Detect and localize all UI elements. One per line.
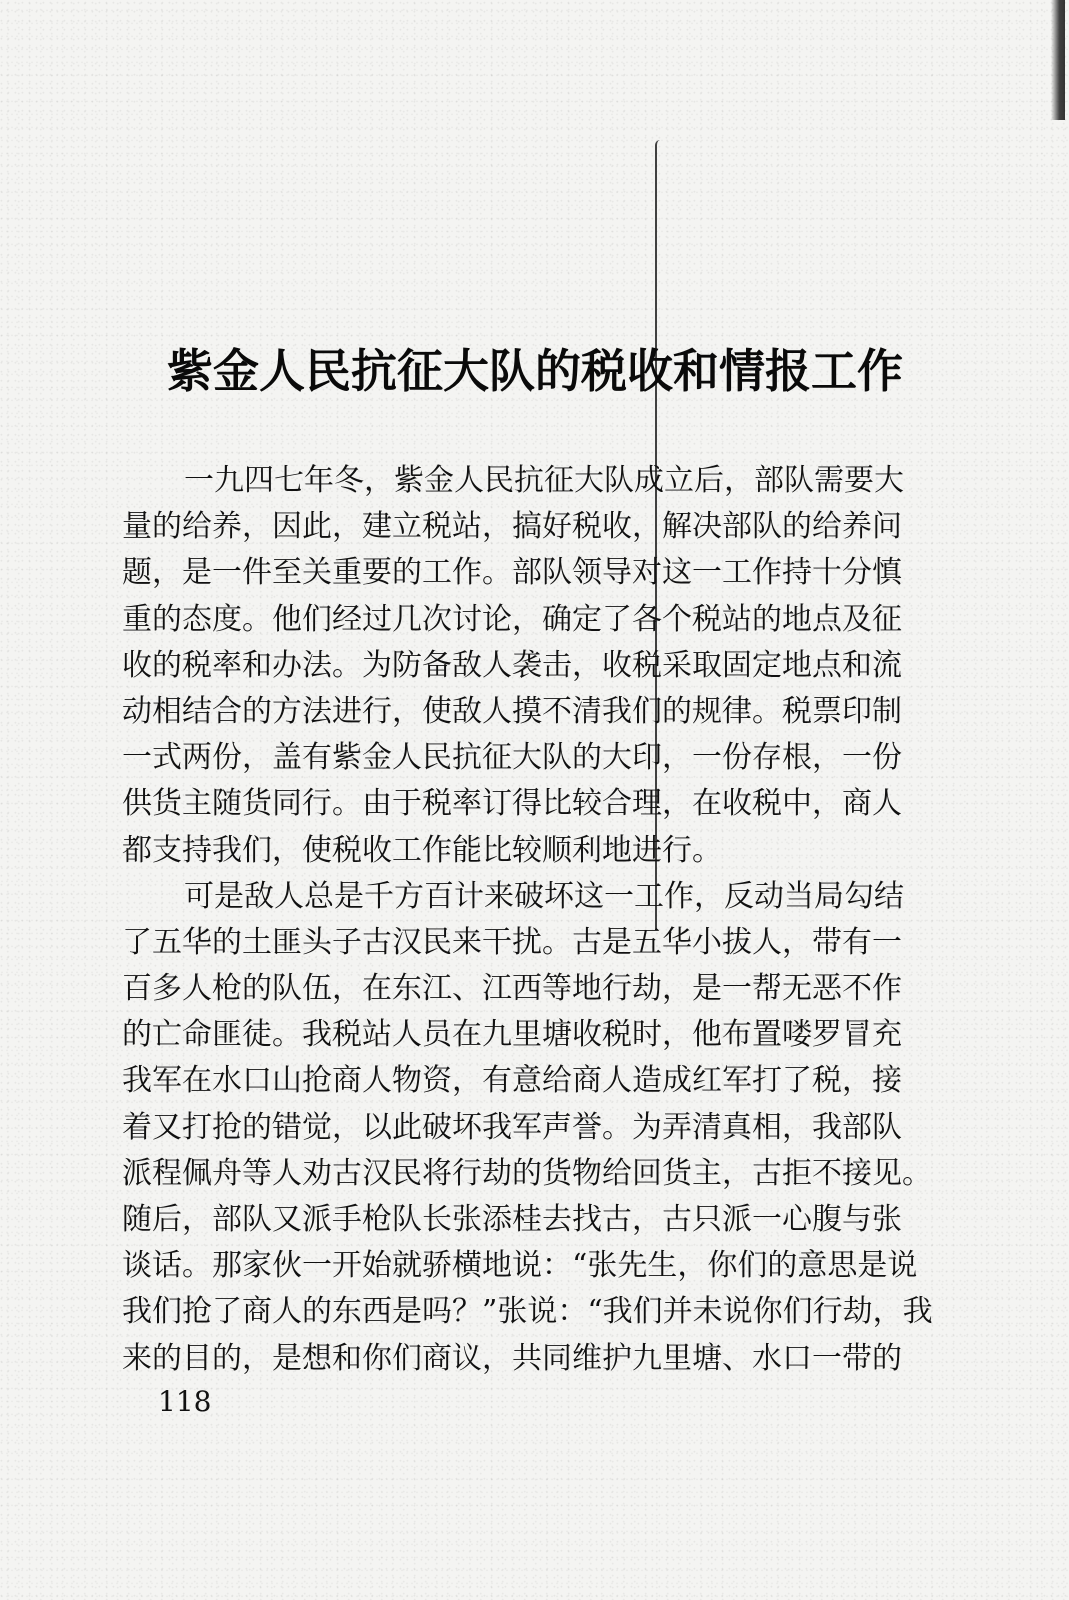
- scan-edge-mark: [1051, 0, 1065, 120]
- body-text: [122, 458, 952, 1382]
- page-title: 紫金人民抗征大队的税收和情报工作: [167, 344, 903, 398]
- text-line: 谈话。那家伙一开始就骄横地说：“张先生，你们的意思是说: [122, 1248, 918, 1284]
- text-line: 重的态度。他们经过几次讨论，确定了各个税站的地点及征: [122, 601, 902, 637]
- text-line: 题，是一件至关重要的工作。部队领导对这一工作持十分慎: [122, 555, 902, 591]
- text-line: 派程佩舟等人劝古汉民将行劫的货物给回货主，古拒不接见。: [122, 1155, 932, 1191]
- text-line: 一九四七年冬，紫金人民抗征大队成立后，部队需要大: [184, 463, 904, 498]
- text-line: 来的目的，是想和你们商议，共同维护九里塘、水口一带的: [122, 1340, 902, 1376]
- paragraph-1: [122, 458, 952, 874]
- text-line: 一式两份，盖有紫金人民抗征大队的大印，一份存根，一份: [122, 740, 902, 776]
- paragraph-2: [122, 874, 952, 1382]
- text-line: 动相结合的方法进行，使敌人摸不清我们的规律。税票印制: [122, 693, 902, 729]
- text-line: 收的税率和办法。为防备敌人袭击，收税采取固定地点和流: [122, 647, 902, 683]
- text-line: 量的给养，因此，建立税站，搞好税收，解决部队的给养问: [122, 509, 902, 545]
- text-line: 我们抢了商人的东西是吗？”张说：“我们并未说你们行劫，我: [122, 1294, 933, 1330]
- text-line: 可是敌人总是千方百计来破坏这一工作，反动当局勾结: [184, 878, 904, 914]
- text-line: 我军在水口山抢商人物资，有意给商人造成红军打了税，接: [122, 1063, 902, 1099]
- text-line: 随后，部队又派手枪队长张添桂去找古，古只派一心腹与张: [122, 1202, 902, 1237]
- text-line: 都支持我们，使税收工作能比较顺利地进行。: [122, 832, 722, 868]
- text-line: 供货主随货同行。由于税率订得比较合理，在收税中，商人: [122, 786, 902, 822]
- page-number: 118: [158, 1385, 212, 1418]
- text-line: 着又打抢的错觉，以此破坏我军声誉。为弄清真相，我部队: [122, 1109, 902, 1145]
- text-line: 百多人枪的队伍，在东江、江西等地行劫，是一帮无恶不作: [122, 971, 902, 1007]
- text-line: 了五华的土匪头子古汉民来干扰。古是五华小拔人，带有一: [122, 924, 902, 960]
- text-line: 的亡命匪徒。我税站人员在九里塘收税时，他布置喽罗冒充: [122, 1017, 902, 1053]
